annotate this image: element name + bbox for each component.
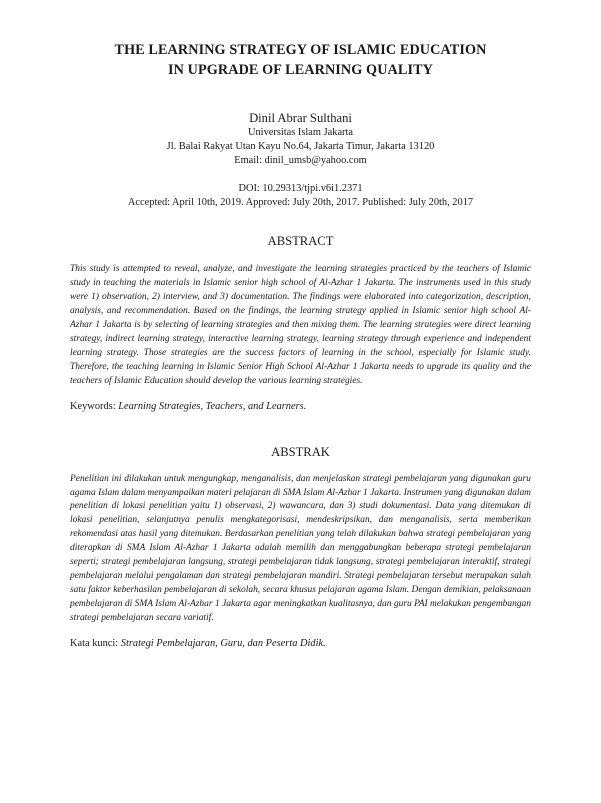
paper-page [0, 40, 601, 803]
keywords [70, 400, 531, 414]
doi: DOI: 10.29313/tjpi.v6i1.2371 [238, 183, 363, 194]
abstrak-heading: ABSTRAK [271, 444, 330, 459]
publication-info [70, 182, 531, 210]
address: Jl. Balai Rakyat Utan Kayu No.64, Jakarta Timur, Jakarta 13120 [166, 141, 435, 152]
author-name: Dinil Abrar Sulthani [249, 111, 352, 125]
keywords-value: Learning Strategies, Teachers, and Learners. [118, 400, 307, 412]
publication-dates: Accepted: April 10th, 2019. Approved: July 20th, 2017. Published: July 20th, 2017 [127, 197, 474, 208]
abstract-heading: ABSTRACT [267, 234, 334, 248]
abstract-body: This study is attempted to reveal, analyze, and investigate the learning strategies practiced by the teachers of Islamic study in teaching the materials in Islamic senior high school of Al-Azhar 1 Jakarta. The instruments used in this study were 1) observation, 2) interview, and 3) documentation. The findings were elaborated into categorization, description, analysis, and recommendation. Based on the findings, the learning strategy applied in Islamic senior high school Al-Azhar 1 Jakarta is by selecting of learning strategies and then mixing them. The learning strategies were direct learning strategy, indirect learning strategy, interactive learning strategy, learning strategy through experience and independent learning strategy. Those strategies are the success factors of learning in the school, especially for Islamic study. Therefore, the teaching learning in Islamic Senior High School Al-Azhar 1 Jakarta needs to upgrade its quality and the teachers of Islamic Education should develop the various learning strategies. [70, 264, 531, 386]
kata-kunci [70, 637, 531, 651]
keywords-label: Keywords: [70, 400, 119, 412]
abstrak-body: Penelitian ini dilakukan untuk mengungkap, menganalisis, dan menjelaskan strategi pembelajaran yang digunakan guru agama Islam dalam menyampaikan materi pelajaran di SMA Islam Al-Azhar 1 Jakarta. Instrumen yang digunakan dalam penelitian di lokasi penelitian yaitu 1) observasi, 2) wawancara, dan 3) studi dokumentasi. Data yang ditemukan di lokasi penelitian, selanjutnya penulis mengkategorisasi, mendeskripsikan, dan menganalisis, serta memberikan rekomendasi atas hasil yang ditemukan. Berdasarkan penelitian yang telah dilakukan bahwa strategi pembelajaran yang diterapkan di SMA Islam Al-Azhar 1 Jakarta adalah memilih dan menggabungkan beberapa strategi pembelajaran seperti; strategi pembelajaran langsung, strategi pembelajaran tidak langsung, strategi pembelajaran interaktif, strategi pembelajaran melalui pengalaman dan strategi pembelajaran mandiri. Strategi pembelajaran tersebut merupakan salah satu faktor keberhasilan pembelajaran di sekolah, secara khusus pelajaran agama Islam. Dengan demikian, pelaksanaan pembelajaran di SMA Islam Al-Azhar 1 Jakarta agar meningkatkan kualitasnya, dan guru PAI melakukan pengembangan strategi pembelajaran secara variatif. [70, 473, 531, 624]
kata-kunci-value: Strategi Pembelajaran, Guru, dan Peserta Didik. [120, 638, 326, 650]
institution: Universitas Islam Jakarta [247, 127, 354, 138]
kata-kunci-label: Kata kunci: [70, 638, 121, 650]
paper-title [70, 40, 531, 80]
email: Email: dinil_umsb@yahoo.com [234, 155, 367, 166]
title-line-1: THE LEARNING STRATEGY OF ISLAMIC EDUCATION [114, 42, 487, 58]
title-line-2: IN UPGRADE OF LEARNING QUALITY [168, 62, 433, 78]
